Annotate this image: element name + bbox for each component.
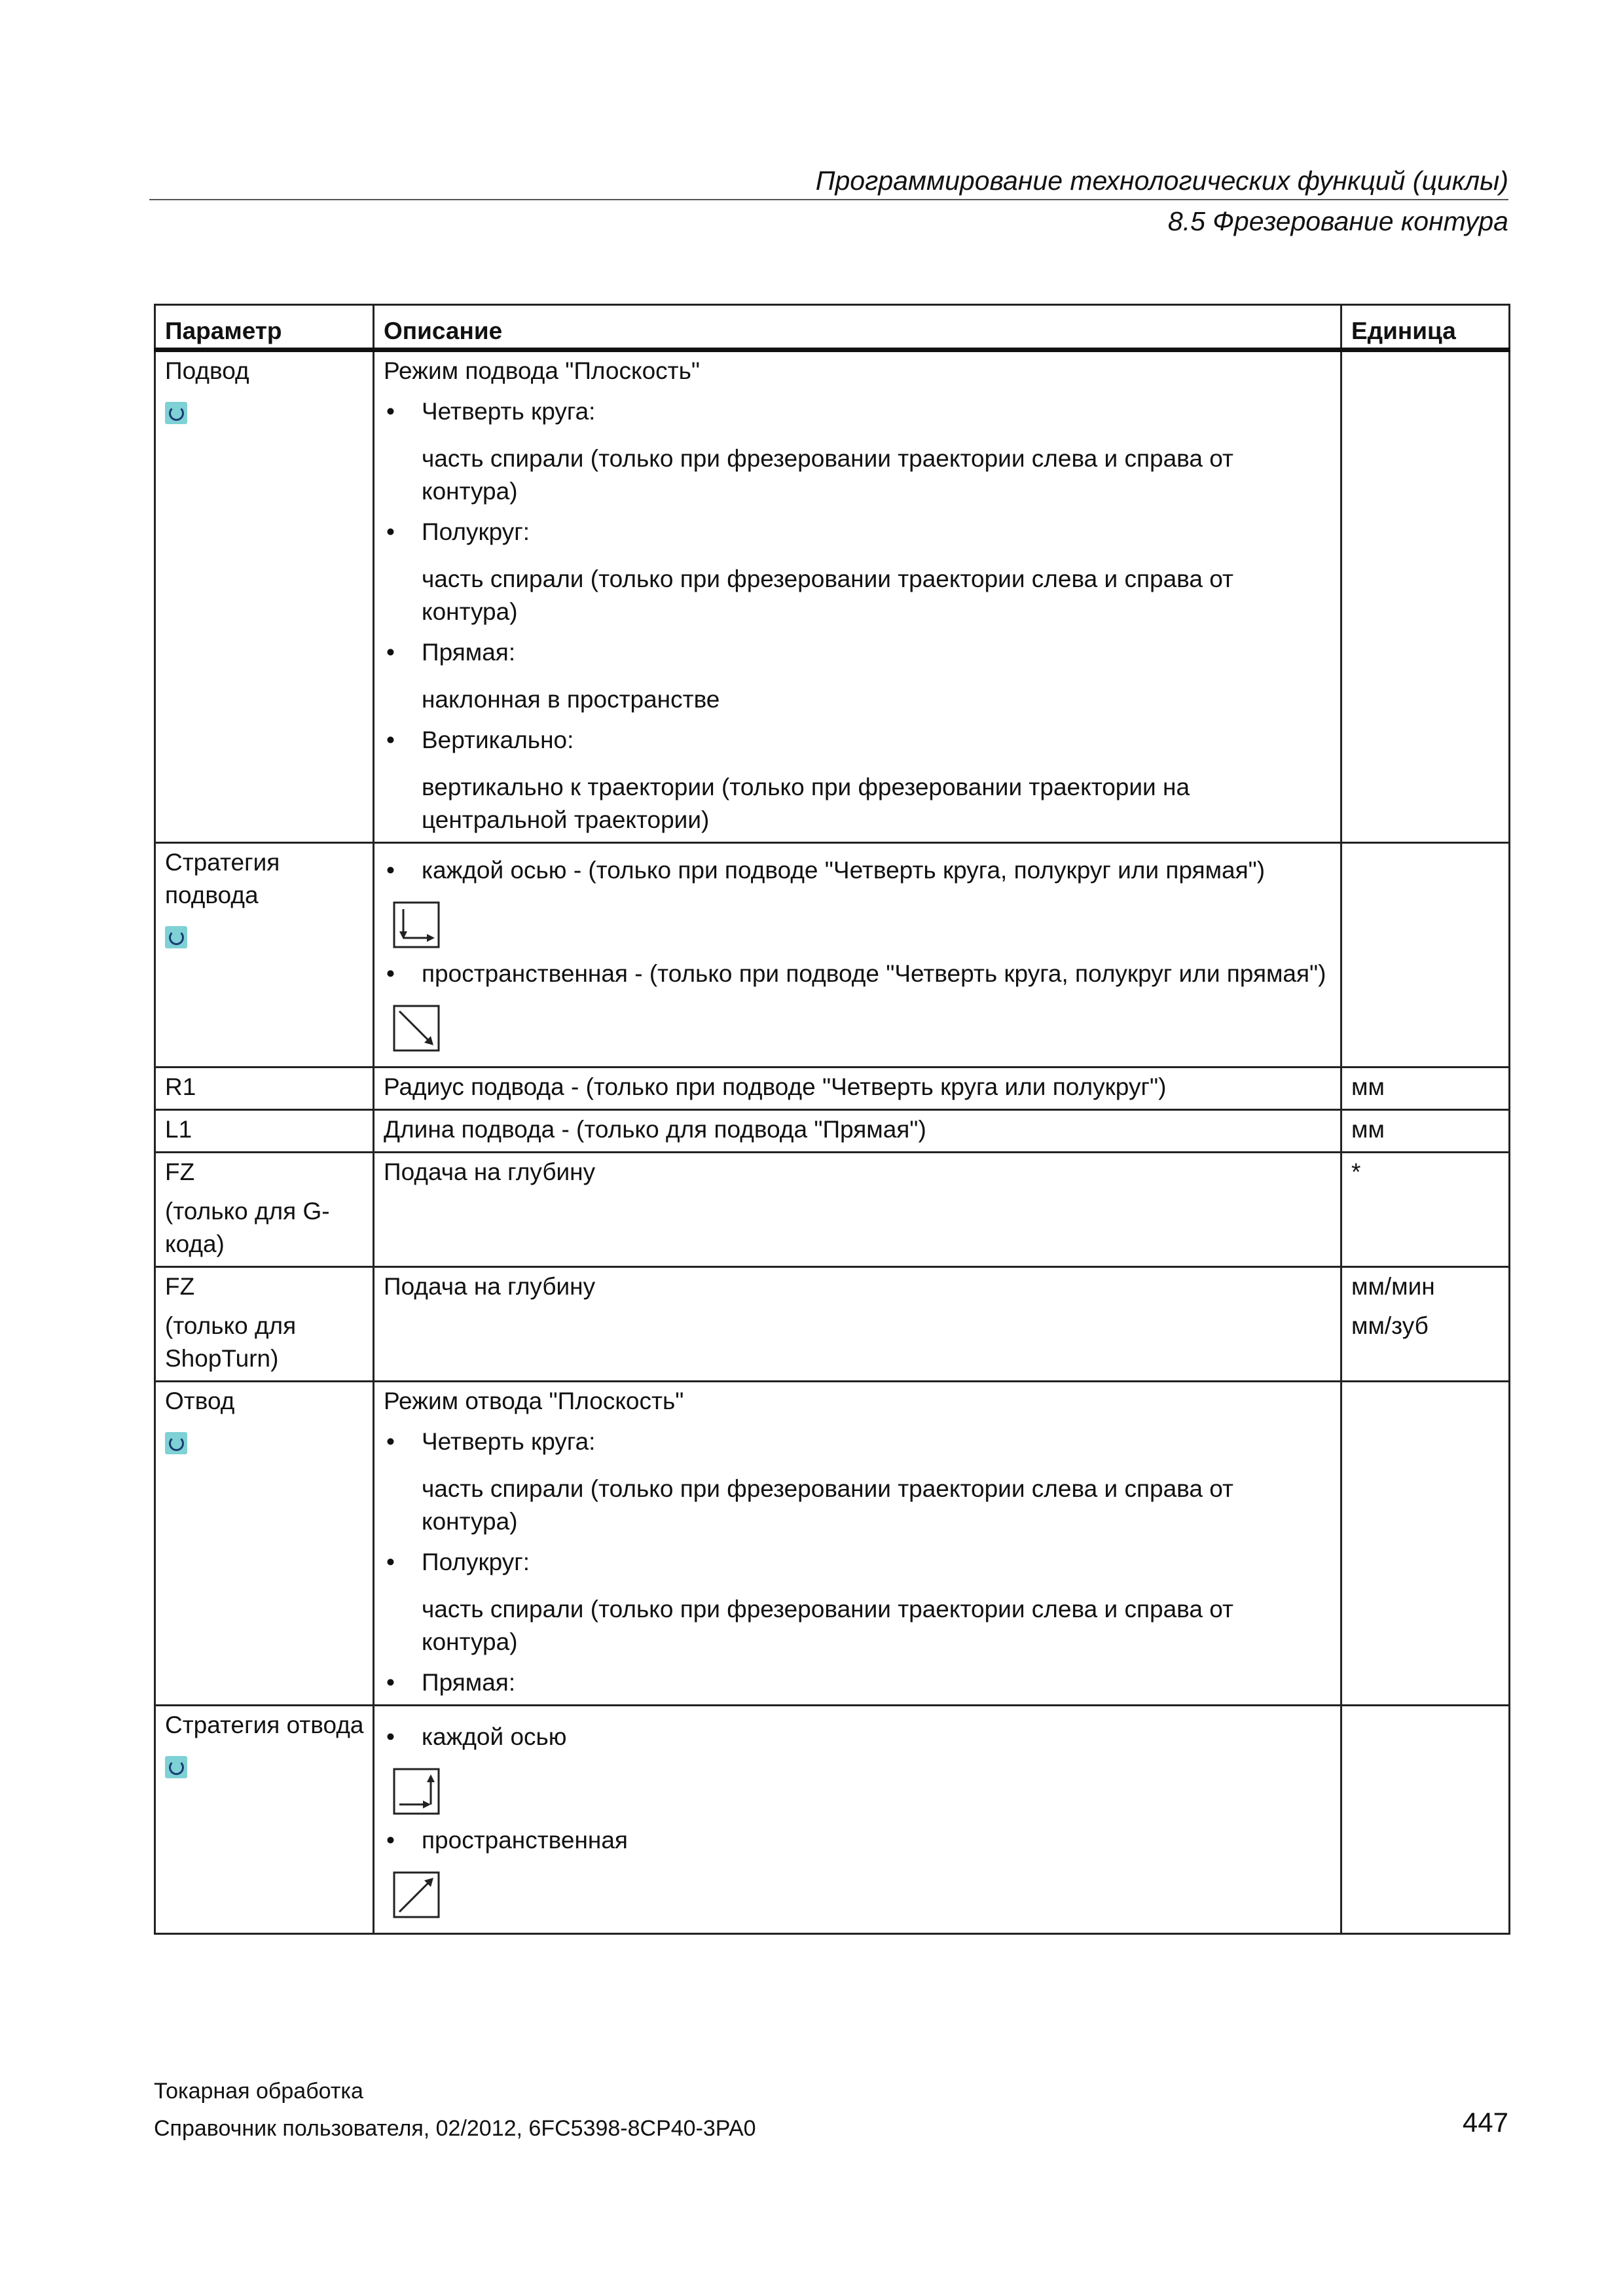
description-cell [374,1706,1341,1934]
table-row [155,1382,1510,1706]
list-item-detail: наклонная в пространстве [422,686,720,713]
list-item-label: • Четверть круга: [384,1426,1332,1458]
param-cell: L1 [155,1110,374,1153]
toggle-refresh-icon [165,926,187,948]
header-rule [149,199,1508,200]
mode-title: Режим подвода "Плоскость" [384,357,701,384]
chapter-title: Программирование технологических функций (циклы) [815,166,1508,196]
footer-manual-info: Справочник пользователя, 02/2012, 6FC5398-8CP40-3PA0 [154,2116,756,2141]
unit-cell: * [1341,1153,1510,1267]
page-number: 447 [1462,2107,1508,2138]
axis-by-axis-approach-icon [393,901,1332,948]
table-row [155,350,1510,843]
mode-title: Режим отвода "Плоскость" [384,1388,684,1414]
param-name: FZ [165,1158,195,1185]
description-cell: Длина подвода - (только для подвода "Прямая") [374,1110,1341,1153]
axis-by-axis-retract-icon [393,1768,1332,1815]
unit-cell [1341,1382,1510,1706]
description-cell: Подача на глубину [374,1153,1341,1267]
param-cell [155,350,374,843]
unit-value: мм/зуб [1351,1312,1429,1339]
list-item-detail: часть спирали (только при фрезеровании траектории слева и справа от контура) [422,565,1233,625]
toggle-refresh-icon [165,1432,187,1454]
param-cell: R1 [155,1067,374,1110]
list-item-label: • Четверть круга: [384,395,1332,428]
list-item-detail: часть спирали (только при фрезеровании траектории слева и справа от контура) [422,1596,1233,1655]
table-row [155,1153,1510,1267]
unit-cell [1341,350,1510,843]
param-cell [155,1153,374,1267]
list-item-label: • Полукруг: [384,1546,1332,1579]
footer-product: Токарная обработка [154,2079,363,2104]
unit-cell [1341,843,1510,1067]
list-item-label: • каждой осью [384,1721,1332,1753]
param-name: Подвод [165,357,249,384]
param-note: (только для G-кода) [165,1198,330,1257]
table-row [155,1267,1510,1382]
toggle-refresh-icon [165,1756,187,1778]
section-title: 8.5 Фрезерование контура [1167,206,1508,236]
table-row [155,1067,1510,1110]
list-item-label: • каждой осью - (только при подводе "Четверть круга, полукруг или прямая") [384,854,1332,887]
description-cell [374,843,1341,1067]
spatial-approach-icon [393,1005,1332,1052]
header-unit: Единица [1341,305,1510,350]
param-cell [155,1382,374,1706]
list-item-detail: вертикально к траектории (только при фрезеровании траектории на центральной траектории) [422,774,1190,833]
parameter-table [154,304,1510,1935]
table-row [155,1706,1510,1934]
list-item-label: • Вертикально: [384,724,1332,757]
description-cell: Подача на глубину [374,1267,1341,1382]
table-row [155,1110,1510,1153]
list-item-label: • пространственная - (только при подводе "Четверть круга, полукруг или прямая") [384,958,1332,990]
description-cell: Радиус подвода - (только при подводе "Четверть круга или полукруг") [374,1067,1341,1110]
toggle-refresh-icon [165,402,187,424]
unit-cell: мм [1341,1110,1510,1153]
param-cell [155,1706,374,1934]
list-item-label: • пространственная [384,1824,1332,1857]
list-item-detail: часть спирали (только при фрезеровании траектории слева и справа от контура) [422,1475,1233,1535]
header-description: Описание [374,305,1341,350]
param-name: Отвод [165,1388,235,1414]
table-row [155,843,1510,1067]
unit-cell [1341,1706,1510,1934]
list-item-label: • Прямая: [384,1666,1332,1699]
unit-value: мм/мин [1351,1273,1435,1300]
description-cell [374,1382,1341,1706]
header-parameter: Параметр [155,305,374,350]
unit-cell: мм [1341,1067,1510,1110]
param-cell [155,843,374,1067]
param-name: Стратегия отвода [165,1712,364,1738]
param-name: Стратегия подвода [165,849,280,908]
list-item-detail: часть спирали (только при фрезеровании траектории слева и справа от контура) [422,445,1233,505]
description-cell [374,350,1341,843]
param-note: (только для ShopTurn) [165,1312,297,1372]
unit-cell [1341,1267,1510,1382]
param-cell [155,1267,374,1382]
spatial-retract-icon [393,1871,1332,1918]
list-item-label: • Полукруг: [384,516,1332,548]
table-header-row [155,305,1510,350]
param-name: FZ [165,1273,195,1300]
list-item-label: • Прямая: [384,636,1332,669]
